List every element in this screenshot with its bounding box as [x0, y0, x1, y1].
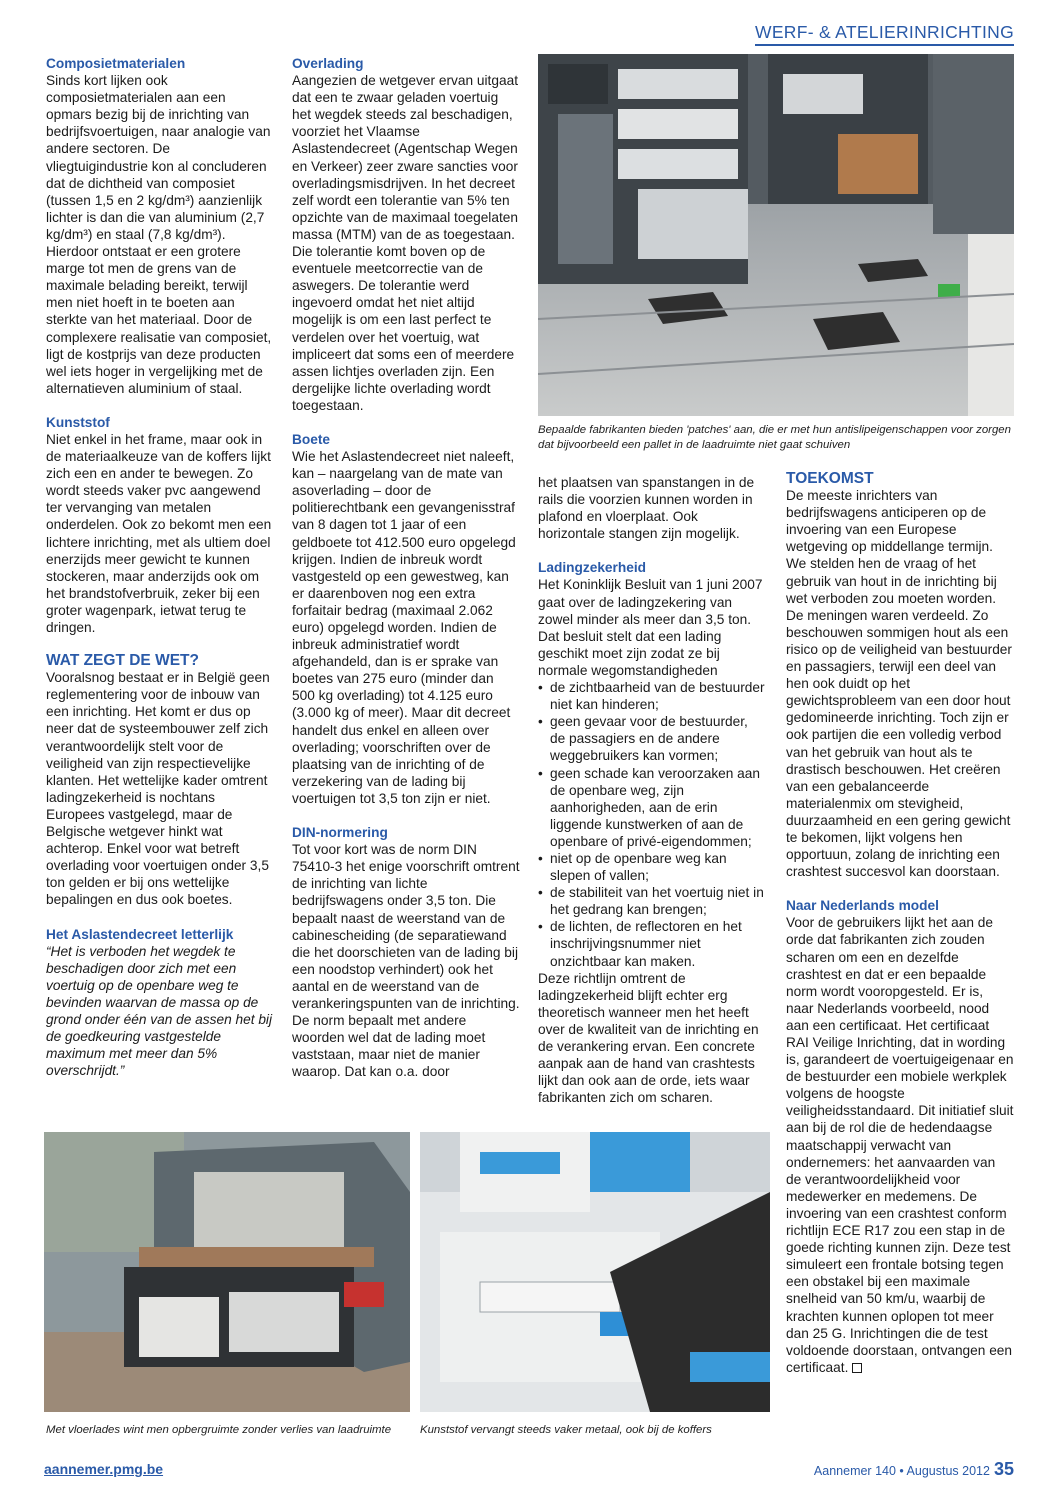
- paragraph-overlading: Aangezien de wetgever ervan uitgaat dat een te zwaar geladen voertuig het wegdek steeds zal beschadigen, voorziet het Vlaamse Aslastendecreet (Agentschap Wegen en Verkeer) zeer zware sancties voor overladingsmisdrijven. In het decreet zelf wordt een tolerantie van 5% ten opzichte van de maximaal toegelaten massa (MTM) van de as toegestaan. Die tolerantie komt boven op de eventuele meetcorrectie van de aswegers. De tolerantie werd ingevoerd omdat het niet altijd mogelijk is om een last perfect te verdelen over het voertuig, wat impliceert dat soms een of meerdere assen lichtjes overladen zijn. Een dergelijke lichte overlading wordt toegestaan.: [292, 73, 518, 413]
- footer-url[interactable]: aannemer.pmg.be: [44, 1461, 164, 1477]
- caption-van-photo: Met vloerlades wint men opbergruimte zonder verlies van laadruimte: [46, 1424, 392, 1436]
- page-number: 35: [993, 1459, 1014, 1479]
- list-item: • geen gevaar voor de bestuurder, de passagiers en de andere weggebruikers kan vormen;: [538, 713, 766, 764]
- heading-aslastendecreet: Het Aslastendecreet letterlijk: [46, 926, 234, 942]
- column-3: [538, 474, 766, 1106]
- heading-composiet: Composietmaterialen: [46, 56, 186, 71]
- column-2: [292, 55, 520, 1080]
- paragraph-kunststof: Niet enkel in het frame, maar ook in de materiaalkeuze van de koffers lijkt zich een en ander te bewegen. Zo wordt steeds vaker pvc aangewend ter vervanging van metalen onderdelen. Ook zo bekomt men een lichtere inrichting, met als ultiem doel enerzijds meer gewicht te kunnen stockeren, maar anderzijds ook om het brandstofverbruik, zeker bij een groter wagenpark, ietwat terug te dringen.: [46, 431, 272, 635]
- paragraph-boete: Wie het Aslastendecreet niet naleeft, kan – naargelang van de mate van asoverlading – door de politierechtbank een gevangenisstraf van 8 dagen tot 1 jaar of een geldboete tot 412.500 euro opgelegd krijgen. Indien de inbreuk wordt vastgesteld op een gewestweg, kan er daarenboven nog een extra forfaitair bedrag (maximaal 2.062 euro) opgelegd worden. Indien de inbreuk administratief wordt afgehandeld, dan is er sprake van boetes van 275 euro (minder dan 500 kg overlading) tot 4.125 euro (3.000 kg of meer). Maar dit decreet handelt dus enkel en alleen over overlading; voorschriften over de plaatsing van de inrichting of de verzekering van de lading bij voertuigen tot 3,5 ton zijn er niet.: [292, 449, 516, 806]
- column-1: [46, 55, 272, 1079]
- list-ladingvoorwaarden: [538, 679, 766, 970]
- caption-case-photo: Kunststof vervangt steeds vaker metaal, ook bij de koffers: [420, 1424, 712, 1436]
- quote-aslastendecreet: “Het is verboden het wegdek te beschadigen door zich met een voertuig op de openbare weg te bevinden waarvan de massa op de grond onder één van de assen het bij de goedkeuring vastgestelde maximum met meer dan 5% overschrijdt.”: [46, 943, 273, 1079]
- end-mark-icon: [852, 1363, 862, 1373]
- paragraph-din: Tot voor kort was de norm DIN 75410-3 het enige voorschrift omtrent de inrichting van lichte bedrijfswagens onder 3,5 ton. Die bepaalt naast de weerstand van de cabinescheiding (de separatiewand die het doorschieten van de lading bij een noodstop verhindert) ook het aantal en de weerstand van de verankeringspunten van de inrichting. De norm bepaalt met andere woorden wel dat de lading moet vaststaan, maar niet de manier waarop. Dat kan o.a. door: [292, 842, 520, 1080]
- list-item: • de stabiliteit van het voertuig niet in het gedrang kan brengen;: [538, 884, 766, 918]
- heading-nederlands-model: Naar Nederlands model: [786, 898, 939, 914]
- heading-din: DIN-normering: [292, 825, 388, 841]
- paragraph-ladingzekerheid-2: Deze richtlijn omtrent de ladingzekerheid blijft echter erg theoretisch wanneer men het heeft over de kwaliteit van de inrichting en de verankering ervan. Een concrete aanpak aan de hand van crashtests lijkt dan ook aan de orde, iets waar fabrikanten zich om scharen.: [538, 970, 759, 1106]
- issue-info: Aannemer 140 • Augustus 2012: [813, 1464, 990, 1478]
- paragraph-nederlands-model: Voor de gebruikers lijkt het aan de orde dat fabrikanten zich zouden scharen om een en dezelfde crashtest en dat er een bepaalde norm wordt vooropgesteld. Er is, naar Nederlands voorbeeld, nood aan een certificaat. Het certificaat RAI Veilige Inrichting, dat in wording is, garandeert de voertuigeigenaar en de bestuurder een mobiele werkplek volgens de hoogste veiligheidsstandaard. Dit initiatief sluit aan bij de rol die de hedendaagse maatschappij verwacht van ondernemers: het aanvaarden van de verantwoordelijkheid voor medewerker en medemens. De invoering van een crashtest conform richtlijn ECE R17 zou een stap in de goede richting kunnen zijn. Deze test simuleert een frontale botsing tegen een obstakel bij een maximale snelheid van 50 km/u, waarbij de krachten kunnen oplopen tot meer dan 25 G. Inrichtingen die de test voldoende doorstaan, ontvangen een certificaat.: [786, 915, 1014, 1375]
- van-drawers-illustration: [44, 1132, 410, 1412]
- footer-issue: [814, 1459, 1014, 1480]
- paragraph-ladingzekerheid: Het Koninklijk Besluit van 1 juni 2007 gaat over de ladingzekering van zowel minder als meer dan 3,5 ton. Dat besluit stelt dat een lading geschikt moet zijn zodat ze bij normale wegomstandigheden: [538, 577, 763, 678]
- photo-plastic-cases: [420, 1132, 770, 1412]
- photo-van-interior: [538, 54, 1014, 416]
- caption-top-photo: Bepaalde fabrikanten bieden 'patches' aan, die er met hun antislipeigenschappen voor zorgen dat bijvoorbeeld een pallet in de laadruimte niet gaat schuiven: [538, 424, 1011, 451]
- section-label: WERF- & ATELIERINRICHTING: [755, 22, 1014, 46]
- list-item: • geen schade kan veroorzaken aan de openbare weg, zijn aanhorigheden, aan de erin liggende kunstwerken of aan de openbare of privé-eigendommen;: [538, 765, 766, 850]
- photo-van-drawers: [44, 1132, 410, 1412]
- paragraph-wet: Vooralsnog bestaat er in België geen reglementering voor de inbouw van een inrichting. Het komt er dus op neer dat de systeembouwer zelf zich verantwoordelijk stelt voor de veiligheid van zijn respectievelijke klanten. Het wettelijke kader omtrent ladingzekerheid is nochtans Europees vastgelegd, maar de Belgische wetgever hinkt wat achterop. Enkel voor wat betreft overlading voor voertuigen onder 3,5 ton gelden er bij ons wettelijke bepalingen en dus ook boetes.: [46, 670, 270, 908]
- plastic-cases-illustration: [420, 1132, 770, 1412]
- heading-boete: Boete: [292, 431, 331, 447]
- heading-overlading: Overlading: [292, 56, 364, 71]
- heading-kunststof: Kunststof: [46, 414, 110, 430]
- paragraph-composiet: Sinds kort lijken ook composietmaterialen aan een opmars bezig bij de inrichting van bedrijfsvoertuigen, naar analogie van andere sectoren. De vliegtuigindustrie kon al concluderen dat de dichtheid van composiet (tussen 1,5 en 2 kg/dm³) aanzienlijk lichter is dan die van aluminium (2,7 kg/dm³) en staal (7,8 kg/dm³). Hierdoor ontstaat er een grotere marge tot men de grens van de maximale belading bereikt, terwijl men niet hoeft in te boeten aan sterkte van het materiaal. Door de complexere realisatie van composiet, ligt de kostprijs van deze producten wel iets hoger in vergelijking met de alternatieven aluminium of staal.: [46, 73, 272, 396]
- paragraph-toekomst: De meeste inrichters van bedrijfswagens anticiperen op de invoering van een Europese wetgeving op middellange termijn. We stelden hen de vraag of het gebruik van hout in de inrichting bij wet verboden zou moeten worden. De meningen waren verdeeld. Zo beschouwen sommigen hout als een risico op de veiligheid van bestuurder en passagiers, terwijl een deel van hen ook duidt op het gewichtsprobleem van een door hout gedomineerde inrichting. Toch zijn er ook partijen die een volledig verbod van het gebruik van hout als te drastisch beschouwen. Het creëren van een gebalanceerde materialenmix om stevigheid, duurzaamheid en een gering gewicht te bekomen, lijkt volgens hen opportuun, zolang de inrichting een crashtest succesvol kan doorstaan.: [786, 488, 1012, 880]
- heading-wet: WAT ZEGT DE WET?: [46, 652, 199, 670]
- heading-ladingzekerheid: Ladingzekerheid: [538, 560, 647, 576]
- heading-toekomst: TOEKOMST: [786, 470, 874, 487]
- van-interior-illustration: [538, 54, 1014, 416]
- list-item: • de lichten, de reflectoren en het inschrijvingsnummer niet onzichtbaar kan maken.: [538, 918, 766, 969]
- list-item: • niet op de openbare weg kan slepen of vallen;: [538, 850, 766, 884]
- column-4: [786, 468, 1014, 1376]
- paragraph-continuation: het plaatsen van spanstangen in de rails die voorzien kunnen worden in plafond en vloerplaat. Ook horizontale stangen zijn mogelijk.: [538, 475, 755, 542]
- list-item: • de zichtbaarheid van de bestuurder niet kan hinderen;: [538, 679, 766, 713]
